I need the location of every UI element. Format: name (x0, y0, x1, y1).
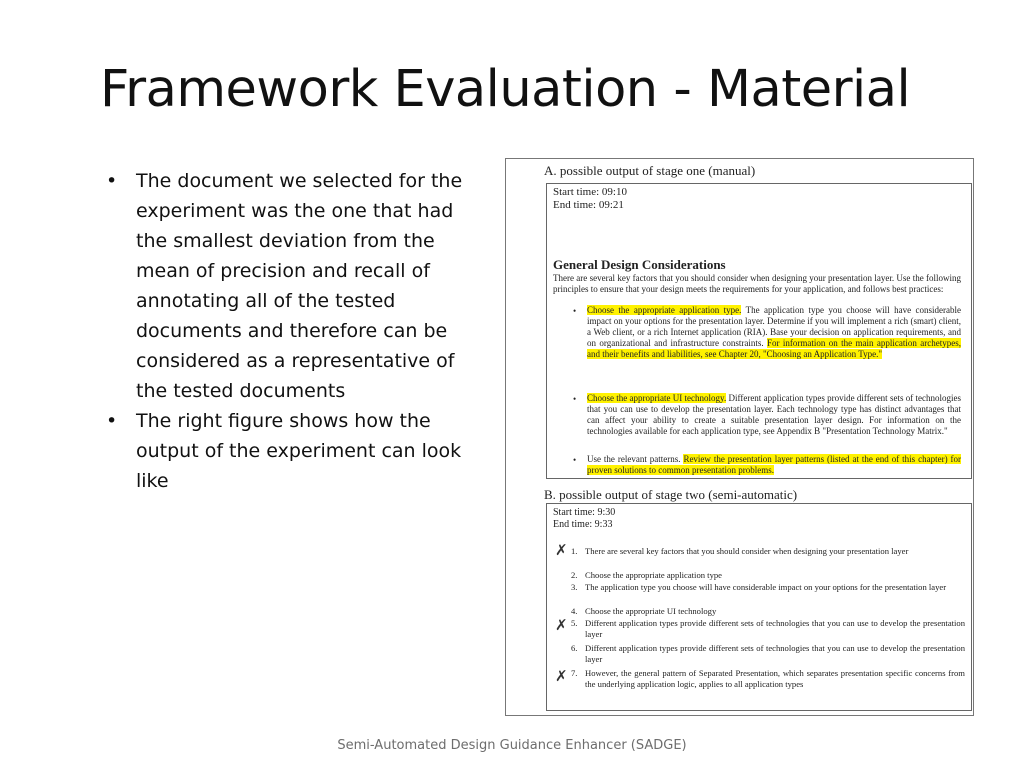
cross-mark-icon: ✗ (555, 667, 568, 685)
item-text: Choose the appropriate application type (585, 570, 722, 580)
item-text: However, the general pattern of Separated Presentation, which separates presentation specific concerns from the underlying application logic, applies to all application types (585, 668, 965, 690)
annotated-bullet-1 (587, 305, 961, 360)
item-number: 6. (571, 643, 578, 653)
list-item (571, 606, 965, 617)
item-number: 7. (571, 668, 578, 678)
bullet-dot-icon: • (573, 455, 577, 465)
stage-two-start-time: Start time: 9:30 (553, 507, 616, 518)
figure-caption-a: A. possible output of stage one (manual) (544, 163, 756, 178)
item-number: 4. (571, 606, 578, 616)
stage-one-end-time: End time: 09:21 (553, 199, 624, 211)
highlighted-text: Review the presentation layer patterns (listed at the end of this chapter) for proven solutions to common presentation problems. (587, 454, 961, 475)
plain-text: Use the relevant patterns. (587, 454, 684, 464)
bullet-dot-icon: • (106, 410, 118, 432)
item-text: Choose the appropriate UI technology (585, 606, 717, 616)
item-text: There are several key factors that you should consider when designing your presentation layer (585, 546, 909, 556)
cross-mark-icon: ✗ (555, 541, 568, 559)
cross-mark-icon: ✗ (555, 616, 568, 634)
annotated-bullet-2 (587, 393, 961, 437)
bullet-dot-icon: • (573, 306, 577, 316)
experiment-output-figure (505, 158, 974, 716)
bullet-list (100, 166, 480, 496)
section-heading: General Design Considerations (553, 257, 726, 272)
slide-footer: Semi-Automated Design Guidance Enhancer (SADGE) (337, 738, 687, 753)
list-item (571, 668, 965, 691)
item-number: 5. (571, 618, 578, 628)
highlighted-text: For information on the main application archetypes, and their benefits and liabilities, see Chapter 20, "Choosing an Application Type." (587, 338, 961, 359)
figure-caption-b: B. possible output of stage two (semi-automatic) (544, 487, 798, 502)
bullet-text: The right figure shows how the output of the experiment can look like (136, 410, 462, 492)
item-text: The application type you choose will have considerable impact on your options for the presentation layer (585, 582, 947, 592)
list-item (571, 643, 965, 666)
item-text: Different application types provide different sets of technologies that you can use to develop the presentation layer (585, 643, 965, 665)
stage-one-output-box (546, 183, 972, 479)
item-text: Different application types provide different sets of technologies that you can use to develop the presentation layer (585, 618, 965, 640)
list-item (571, 546, 965, 557)
highlighted-text: Choose the appropriate UI technology. (587, 393, 727, 403)
list-item (571, 618, 965, 641)
stage-two-end-time: End time: 9:33 (553, 519, 613, 530)
intro-paragraph: There are several key factors that you should consider when designing your presentation layer. Use the following principles to ensure that your design meets the requirements for your application, and follows best practices: (553, 273, 961, 294)
plain-text: Different application types provide different sets of technologies that you can use to develop the presentation layer. Each technology type has distinct advantages that can affect your ability to create a suitable presentation layer design. For information on the technologies available for each application type, see Appendix B "Presentation Technology Matrix." (587, 393, 961, 436)
annotated-bullet-3 (587, 454, 961, 476)
bullet-item (100, 166, 480, 406)
highlighted-text: Choose the appropriate application type. (587, 305, 742, 315)
bullet-item (100, 406, 480, 496)
item-number: 2. (571, 570, 578, 580)
stage-two-output-box (546, 503, 972, 711)
item-number: 3. (571, 582, 578, 592)
item-number: 1. (571, 546, 578, 556)
plain-text: The application type you choose will have considerable impact on your options for the presentation layer. Determine if you will implement a rich (smart) client, a Web client, or a rich Internet application (RIA). Base your decision on application requirements, and on organizational and infrastructure constraints. (587, 305, 961, 348)
slide-title: Framework Evaluation - Material (100, 60, 911, 119)
stage-one-start-time: Start time: 09:10 (553, 186, 627, 198)
list-item (571, 582, 965, 593)
bullet-dot-icon: • (106, 170, 118, 192)
bullet-dot-icon: • (573, 394, 577, 404)
bullet-text: The document we selected for the experiment was the one that had the smallest deviation from the mean of precision and recall of annotating all of the tested documents and therefore can be considered as a representative of the tested documents (136, 170, 463, 402)
list-item (571, 570, 965, 581)
